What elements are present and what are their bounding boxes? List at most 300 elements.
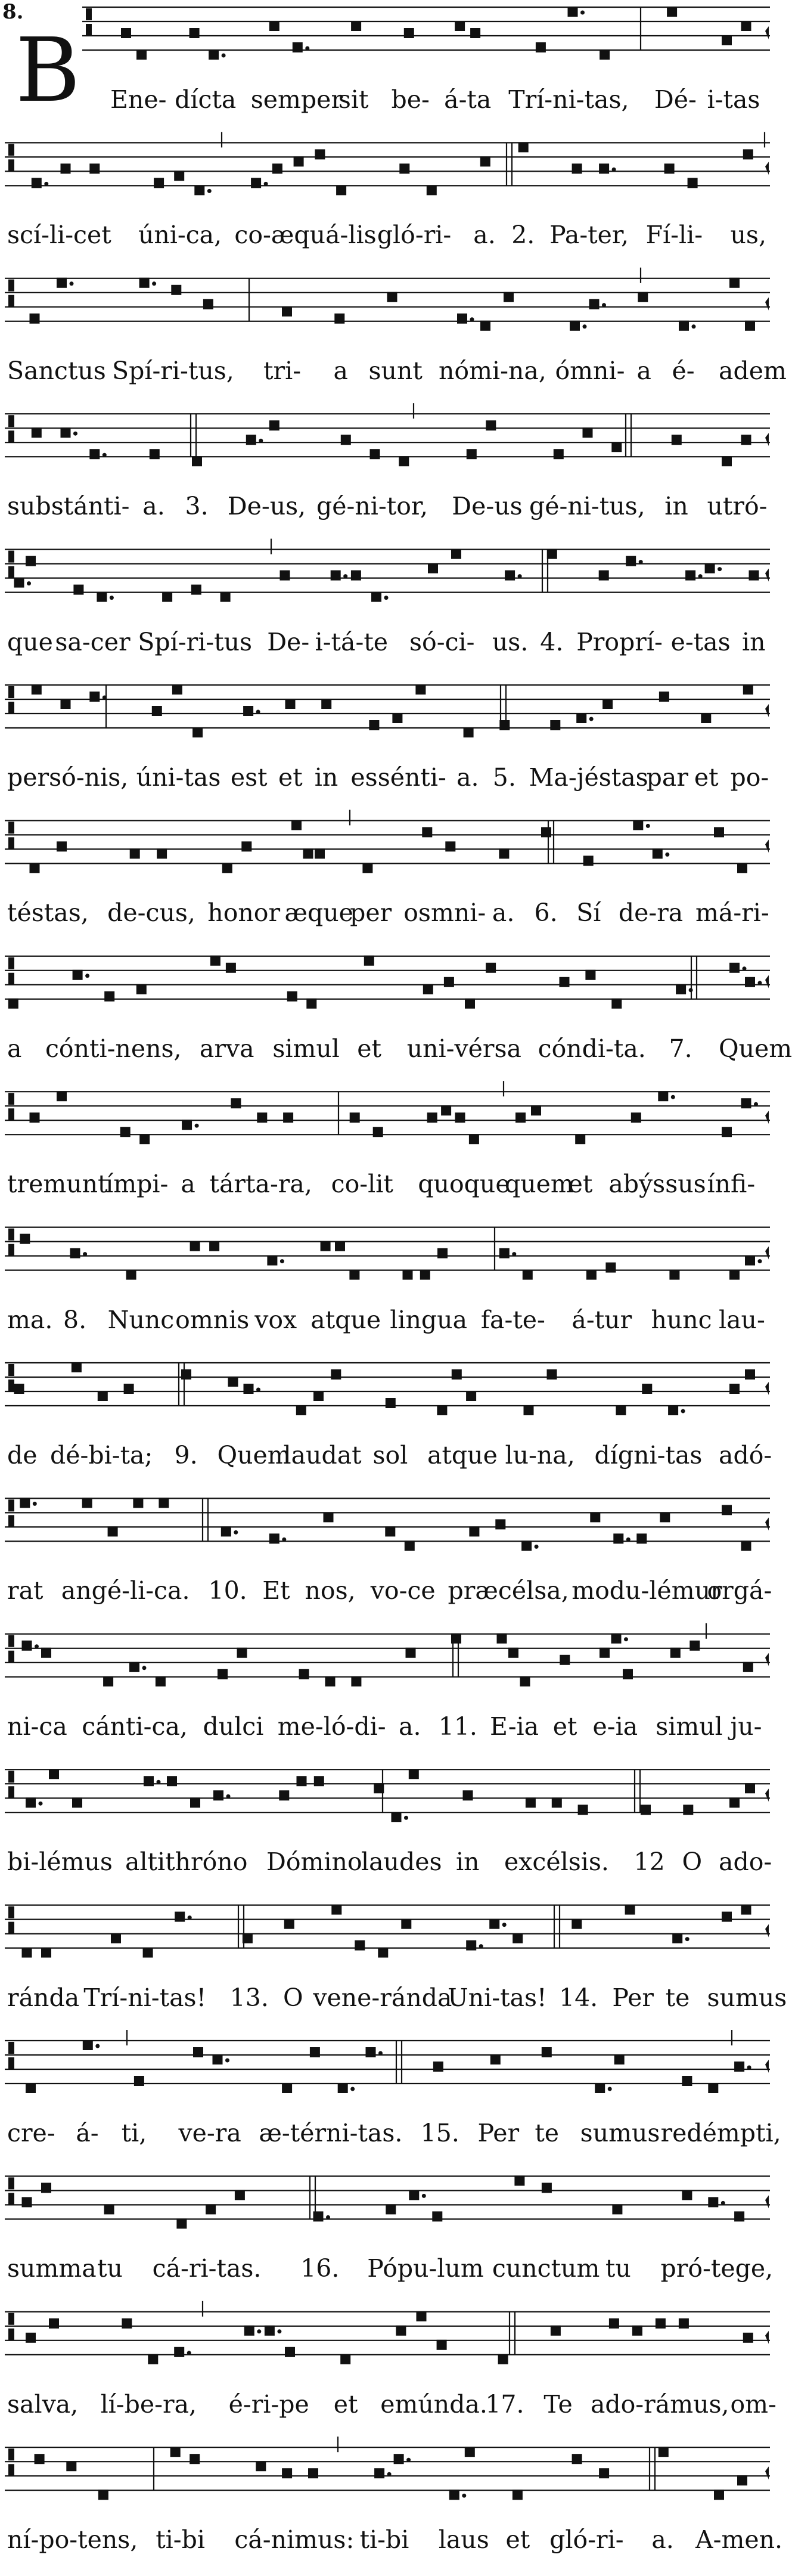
lyric-word: Per	[612, 1983, 654, 2012]
neume-note	[218, 1669, 228, 1679]
lyric-word: ju-	[730, 1712, 762, 1741]
punctum-mora	[624, 1637, 628, 1641]
lyric-line	[0, 214, 772, 256]
lyric-word: lingua	[390, 1305, 468, 1334]
punctum-mora	[406, 2458, 411, 2462]
neume-note	[194, 185, 204, 195]
staff-system	[5, 1769, 770, 1812]
neume-note	[679, 321, 689, 331]
lyric-word: Per	[477, 2119, 520, 2147]
lyric-word: emúnda.	[380, 2389, 487, 2419]
neume-note	[325, 1676, 336, 1687]
lyric-word: angé-li-ca.	[61, 1576, 190, 1605]
lyric-word: salva,	[7, 2389, 79, 2419]
lyric-word: arva	[199, 1034, 254, 1063]
neume-note	[658, 1091, 668, 1101]
neume-note	[315, 848, 325, 858]
punctum-mora	[44, 182, 48, 186]
neume-note	[729, 1384, 740, 1394]
lyric-word: Spí-ri-tus,	[112, 356, 234, 385]
neume-note	[83, 2040, 93, 2050]
punctum-mora	[222, 54, 226, 58]
neume-note	[121, 28, 131, 38]
neume-note	[104, 2204, 114, 2214]
lyric-word: altithróno	[125, 1847, 248, 1877]
neume-note	[427, 185, 437, 195]
neume-note	[175, 1912, 185, 1922]
punctum-mora	[27, 581, 31, 585]
neume-note	[30, 863, 40, 873]
punctum-mora	[282, 1537, 286, 1542]
lyric-word: a.	[456, 763, 479, 792]
lyric-word: O	[283, 1983, 303, 2012]
punctum-mora	[502, 1923, 507, 1927]
lyric-word: e-ia	[592, 1712, 638, 1741]
lyric-word: est	[230, 763, 268, 792]
lyric-line	[0, 2519, 783, 2560]
lyric-word: et	[333, 2389, 358, 2419]
neume-note	[241, 841, 251, 851]
punctum-mora	[692, 324, 696, 328]
lyric-word: 14.	[559, 1983, 598, 2012]
neume-note	[585, 970, 595, 980]
lyric-word: et	[552, 1712, 577, 1741]
staff-system	[5, 1081, 770, 1134]
lyric-word: sunt	[368, 356, 423, 385]
neume-note	[469, 1134, 479, 1144]
neume-note	[741, 1098, 751, 1108]
neume-note	[72, 1797, 82, 1808]
neume-note	[269, 420, 279, 430]
neume-note	[303, 848, 313, 858]
lyric-word: ti-bi	[156, 2525, 205, 2555]
neume-note	[437, 1405, 447, 1415]
neume-note	[664, 163, 675, 173]
neume-note	[282, 2468, 292, 2478]
neume-note	[505, 571, 515, 581]
neume-note	[499, 848, 509, 858]
neume-note	[374, 1783, 384, 1793]
neume-note	[495, 1519, 505, 1529]
neume-note	[308, 2468, 318, 2478]
neume-note	[313, 1391, 324, 1401]
neume-note	[405, 1540, 415, 1551]
neume-note	[310, 2047, 320, 2057]
neume-note	[331, 1369, 341, 1380]
custos	[765, 975, 769, 988]
neume-note	[362, 863, 372, 873]
neume-note	[406, 1648, 416, 1658]
neume-note	[659, 2447, 669, 2457]
neume-note	[441, 1105, 451, 1115]
lyric-word: ado-rámus,	[590, 2389, 729, 2419]
neume-note	[171, 285, 181, 295]
neume-note	[524, 1405, 534, 1415]
lyric-word: A-men.	[695, 2525, 783, 2555]
custos	[765, 433, 769, 446]
neume-note	[366, 2047, 376, 2057]
neume-note	[257, 1112, 267, 1123]
lyric-word: in	[664, 492, 688, 521]
neume-note	[422, 827, 432, 837]
neume-note	[423, 984, 433, 994]
neume-note	[415, 684, 425, 695]
neume-note	[321, 1241, 331, 1251]
neume-note	[139, 1134, 150, 1144]
punctum-mora	[350, 2087, 355, 2091]
staff-system	[5, 539, 770, 593]
neume-note	[590, 1512, 600, 1522]
punctum-mora	[758, 981, 762, 985]
lyric-word: gló-ri-	[377, 221, 452, 250]
neume-note	[220, 592, 231, 602]
lyric-word: 15.	[420, 2119, 459, 2147]
lyric-word: quoque	[418, 1170, 510, 1199]
lyric-word: summa	[7, 2254, 97, 2283]
lyric-word: Ma-jéstas	[529, 763, 648, 792]
neume-note	[167, 1776, 177, 1786]
punctum-mora	[721, 2201, 725, 2205]
lyric-word: de	[7, 1441, 38, 1470]
neume-note	[122, 2318, 132, 2329]
neume-note	[20, 1498, 30, 1508]
neume-note	[404, 28, 414, 38]
lyric-word: co-lit	[331, 1170, 393, 1199]
neume-note	[547, 549, 557, 559]
lyric-word: hunc	[651, 1305, 712, 1334]
neume-note	[432, 2211, 442, 2221]
neume-note	[743, 684, 753, 695]
lyric-word: essénti-	[350, 763, 446, 792]
lyric-word: orgá-	[707, 1576, 772, 1605]
neume-note	[203, 299, 213, 309]
neume-note	[595, 2083, 605, 2093]
neume-note	[676, 984, 686, 994]
neume-note	[632, 2326, 642, 2336]
punctum-mora	[665, 853, 669, 857]
neume-note	[729, 278, 740, 288]
lyric-word: a	[333, 356, 348, 385]
neume-note	[280, 571, 290, 581]
lyric-word: 9.	[174, 1441, 198, 1470]
neume-note	[269, 21, 279, 31]
lyric-word: i-tas	[707, 85, 760, 114]
lyric-word: 7.	[669, 1034, 692, 1063]
neume-note	[61, 163, 71, 173]
punctum-mora	[157, 1780, 161, 1784]
punctum-mora	[685, 1937, 689, 1941]
lyric-word: cónti-nens,	[45, 1034, 182, 1063]
neume-note	[428, 563, 438, 574]
neume-note	[57, 278, 67, 288]
lyric-line	[0, 1706, 772, 1747]
lyric-word: e-tas	[670, 627, 731, 656]
lyric-word: cre-	[7, 2119, 55, 2147]
neume-note	[521, 1540, 532, 1551]
lyric-word: utró-	[707, 492, 768, 521]
custos	[765, 1924, 769, 1938]
punctum-mora	[681, 1409, 685, 1413]
neume-note	[237, 1648, 247, 1658]
neume-note	[513, 2490, 523, 2500]
lyric-word: Quem	[719, 1034, 792, 1063]
staff-system	[5, 685, 770, 728]
neume-note	[514, 2175, 524, 2186]
lyric-word: 2.	[511, 221, 535, 250]
lyric-word: sit	[338, 85, 369, 114]
neume-note	[136, 984, 147, 994]
neume-note	[552, 1797, 562, 1808]
neume-note	[490, 2054, 501, 2064]
custos	[765, 1653, 769, 1666]
neume-note	[452, 1369, 462, 1380]
lyric-word: in	[742, 627, 766, 656]
neume-note	[403, 1270, 413, 1280]
neume-note	[144, 1776, 154, 1786]
neume-note	[600, 49, 610, 60]
neume-note	[190, 28, 200, 38]
staff-system	[5, 1227, 770, 1270]
neume-note	[449, 2490, 459, 2500]
neume-note	[531, 1105, 541, 1115]
neume-note	[576, 713, 586, 723]
lyric-line	[0, 1028, 792, 1070]
neume-note	[26, 2083, 36, 2093]
neume-note	[737, 863, 747, 873]
lyric-word: semper	[250, 85, 343, 114]
lyric-word: 5.	[492, 763, 516, 792]
lyric-word: per	[350, 898, 392, 928]
neume-note	[191, 585, 201, 595]
neume-note	[417, 2311, 427, 2321]
punctum-mora	[33, 1502, 37, 1506]
neume-note	[682, 2190, 692, 2200]
punctum-mora	[39, 1802, 43, 1806]
custos	[765, 1247, 769, 1260]
punctum-mora	[152, 281, 156, 286]
lyric-word: vox	[254, 1305, 297, 1334]
lyric-word: Pa-ter,	[549, 221, 629, 250]
staff-system	[5, 1623, 770, 1677]
neume-note	[714, 827, 724, 837]
lyric-word: Pópu-lum	[367, 2254, 484, 2283]
lyric-word: co-æquá-lis	[234, 221, 377, 250]
neume-note	[745, 1783, 755, 1793]
lyric-word: Dé-	[654, 85, 697, 114]
punctum-mora	[305, 47, 309, 51]
punctum-mora	[95, 2044, 100, 2048]
neume-note	[741, 1905, 751, 1915]
neume-note	[283, 1112, 293, 1123]
neume-note	[401, 1919, 411, 1929]
lyric-word: 16.	[300, 2254, 340, 2283]
neume-note	[57, 1091, 67, 1101]
neume-note	[668, 1405, 678, 1415]
initial-letter: B	[15, 19, 80, 122]
neume-note	[143, 1948, 153, 1958]
neume-note	[291, 820, 302, 830]
lyric-word: gé-ni-tus,	[529, 492, 645, 521]
lyric-word: in	[314, 763, 338, 792]
lyric-word: abýssus	[608, 1170, 706, 1199]
punctum-mora	[83, 1252, 87, 1256]
neume-note	[235, 2190, 245, 2200]
lyric-word: De-us,	[227, 492, 306, 521]
neume-note	[190, 2454, 200, 2464]
neume-note	[313, 2211, 324, 2221]
neume-note	[349, 1270, 359, 1280]
chant-number: 8.	[2, 0, 24, 24]
neume-note	[682, 2076, 692, 2086]
neume-note	[701, 713, 711, 723]
lyric-word: omnis	[175, 1305, 250, 1334]
neume-note	[369, 720, 379, 730]
neume-note	[364, 956, 374, 966]
lyric-word: us.	[492, 627, 529, 656]
neume-note	[282, 2083, 292, 2093]
lyric-word: a	[7, 1034, 22, 1063]
neume-note	[26, 1797, 36, 1808]
custos	[765, 2466, 769, 2479]
neume-note	[244, 1384, 254, 1394]
neume-note	[41, 1648, 51, 1658]
neume-note	[433, 2062, 443, 2072]
neume-note	[159, 1498, 169, 1508]
neume-note	[394, 2454, 404, 2464]
neume-note	[599, 163, 609, 173]
neume-note	[156, 1676, 166, 1687]
lyric-word: a.	[473, 221, 496, 250]
custos	[765, 1517, 769, 1530]
neume-note	[499, 720, 510, 730]
neume-note	[638, 292, 648, 302]
neume-note	[244, 2326, 254, 2336]
custos	[765, 26, 769, 39]
neume-note	[338, 2083, 348, 2093]
neume-note	[542, 2183, 552, 2193]
neume-note	[605, 1263, 616, 1273]
staff-system	[5, 956, 770, 999]
punctum-mora	[280, 1259, 284, 1263]
neume-note	[480, 156, 490, 166]
punctum-mora	[518, 574, 522, 578]
neume-note	[341, 435, 351, 445]
punctum-mora	[103, 453, 107, 457]
neume-note	[737, 2475, 747, 2485]
neume-note	[466, 1940, 476, 1951]
neume-note	[392, 1812, 402, 1822]
neume-note	[469, 1526, 479, 1536]
lyric-word: rat	[7, 1576, 44, 1605]
neume-note	[542, 2047, 552, 2057]
neume-note	[616, 1405, 626, 1415]
lyric-word: gló-ri-	[549, 2525, 624, 2555]
lyric-word: lí-be-ra,	[100, 2389, 197, 2419]
neume-note	[631, 1112, 641, 1123]
neume-note	[729, 1270, 740, 1280]
lyric-word: ado-	[719, 1847, 772, 1877]
neume-note	[89, 692, 100, 702]
neume-note	[30, 1112, 40, 1123]
neume-note	[586, 1270, 597, 1280]
lyric-word: Trí-ni-tas,	[508, 85, 629, 114]
lyric-word: de-cus,	[107, 898, 195, 928]
lyric-word: vo-ce	[370, 1576, 436, 1605]
lyric-word: præcélsa,	[448, 1576, 569, 1605]
neume-note	[560, 1655, 570, 1665]
neume-note	[172, 684, 182, 695]
punctum-mora	[639, 560, 643, 564]
neume-note	[174, 2347, 184, 2357]
lyric-word: tremunt	[7, 1170, 108, 1199]
neume-note	[741, 21, 751, 31]
neume-note	[182, 1120, 192, 1130]
lyric-line	[0, 892, 772, 934]
lyric-word: et	[568, 1170, 593, 1199]
lyric-word: us,	[730, 221, 766, 250]
lyric-word: 6.	[534, 898, 558, 928]
neume-note	[120, 1127, 131, 1137]
neume-note	[451, 1633, 461, 1644]
punctum-mora	[256, 710, 260, 714]
punctum-mora	[626, 1537, 631, 1542]
custos	[765, 704, 769, 717]
lyric-word: nos,	[305, 1576, 356, 1605]
neume-note	[465, 2447, 475, 2457]
lyric-line	[0, 485, 772, 527]
punctum-mora	[718, 567, 722, 571]
punctum-mora	[225, 2059, 229, 2063]
neume-note	[499, 1248, 510, 1258]
neume-note	[22, 2197, 32, 2207]
lyric-word: adó-	[719, 1441, 772, 1470]
punctum-mora	[404, 1816, 408, 1820]
neume-note	[602, 699, 613, 709]
lyric-word: á-tur	[572, 1305, 632, 1334]
neume-note	[626, 556, 636, 566]
neume-note	[61, 699, 71, 709]
neume-note	[72, 1362, 82, 1372]
neume-note	[399, 163, 409, 173]
neume-note	[518, 142, 529, 152]
lyric-word: scí-li-cet	[7, 221, 111, 250]
lyric-word: a.	[142, 492, 165, 521]
lyric-word: excélsis.	[504, 1847, 609, 1877]
lyric-word: æ-térni-tas.	[259, 2119, 403, 2147]
lyric-word: persó-nis,	[7, 763, 129, 792]
neume-note	[614, 2054, 625, 2064]
neume-note	[683, 1805, 693, 1815]
lyric-word: be-	[391, 85, 430, 114]
neume-note	[669, 1270, 679, 1280]
neume-note	[150, 449, 160, 459]
neume-note	[498, 2354, 508, 2364]
neume-note	[550, 720, 560, 730]
neume-note	[89, 163, 100, 173]
neume-note	[722, 1505, 732, 1515]
punctum-mora	[35, 1644, 39, 1648]
neume-note	[689, 1641, 700, 1651]
neume-note	[355, 1940, 365, 1951]
lyric-word: ve-ra	[178, 2119, 241, 2147]
lyric-word: dícta	[175, 85, 237, 114]
neume-note	[82, 1498, 92, 1508]
neume-note	[49, 1769, 59, 1779]
neume-note	[455, 21, 465, 31]
lyric-word: 4.	[540, 627, 564, 656]
neume-note	[572, 2454, 582, 2464]
neume-note	[314, 1776, 324, 1786]
